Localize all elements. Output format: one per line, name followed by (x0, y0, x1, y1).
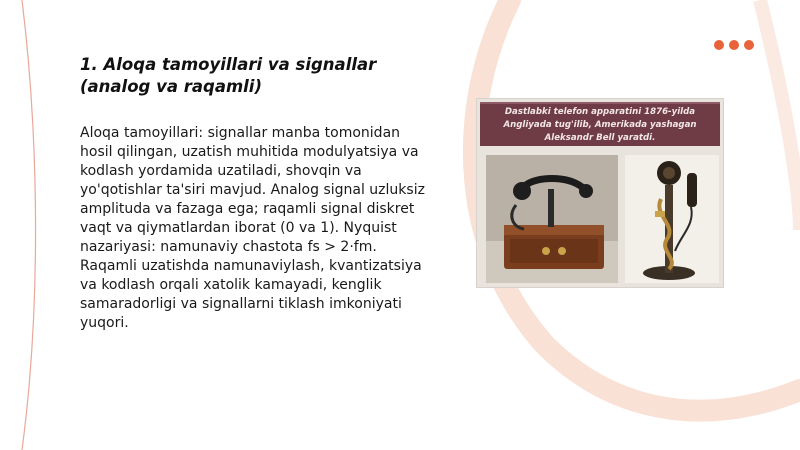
three-dots-icon (714, 40, 754, 50)
dot (744, 40, 754, 50)
candlestick-telephone-picture (625, 155, 719, 283)
slide-body-text: Aloqa tamoyillari: signallar manba tomonidan hosil qilingan, uzatish muhitida modulyatsiya va kodlash yordamida uzatiladi, shovqin va yo'qotishlar ta'siri mavjud. Analog signal uzluksiz amplituda va fazaga ega; raqamli signal diskret vaqt va qiymatlardan iborat (0 va 1). Nyquist nazariyasi: namunaviy chastota fs > 2·fm. Raqamli uzatishda namunaviylash, kvantizatsiya va kodlash orqali xatolik kamayadi, kenglik samaradorligi va signallarni tiklash imkoniyati yuqori. (80, 125, 425, 331)
wall-telephone-picture (486, 155, 618, 283)
slide-title: 1. Aloqa tamoyillari va signallar (analog va raqamli) (80, 55, 377, 96)
image-caption-banner (480, 102, 720, 146)
telephone-photo (476, 98, 724, 288)
dot (729, 40, 739, 50)
dot (714, 40, 724, 50)
image-caption: Dastlabki telefon apparatini 1876-yilda Angliyada tug'ilib, Amerikada yashagan Aleksandr Bell yaratdi. (503, 106, 697, 143)
